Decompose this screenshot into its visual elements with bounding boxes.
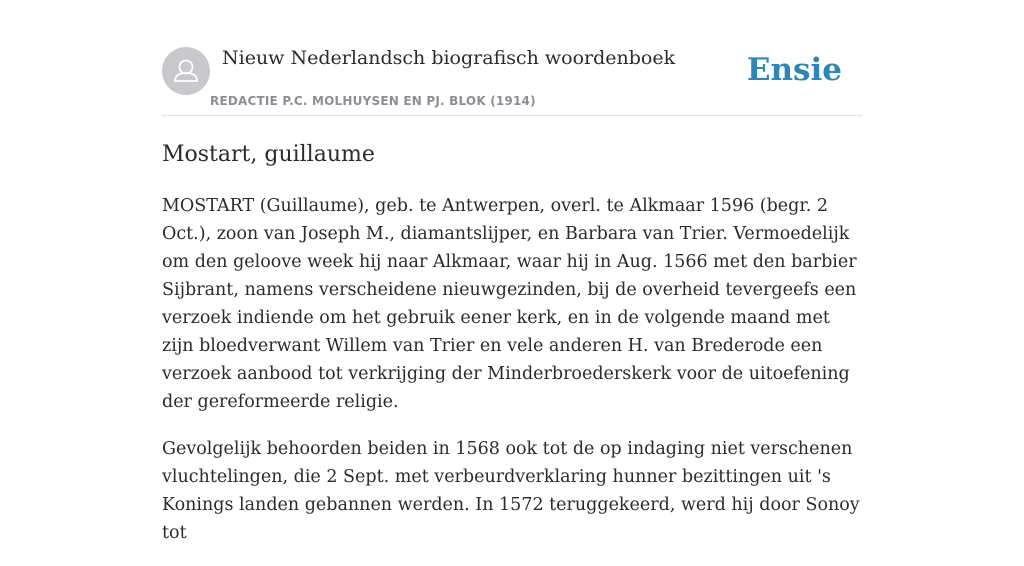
user-icon bbox=[162, 47, 210, 95]
source-title[interactable]: Nieuw Nederlandsch biografisch woordenboek bbox=[222, 47, 676, 69]
brand-logo[interactable]: Ensie bbox=[746, 52, 842, 88]
entry-title: Mostart, guillaume bbox=[162, 142, 375, 167]
entry-body bbox=[162, 192, 862, 566]
source-editors: REDACTIE P.C. MOLHUYSEN EN PJ. BLOK (1914) bbox=[210, 94, 536, 108]
entry-paragraph: Gevolgelijk behoorden beiden in 1568 ook tot de op indaging niet verschenen vluchtelingen, die 2 Sept. met verbeurdverklaring hunner bezittingen uit 's Konings landen gebannen werden. In 1572 teruggekeerd, werd hij door Sonoy tot bbox=[162, 439, 860, 543]
entry-paragraph: MOSTART (Guillaume), geb. te Antwerpen, overl. te Alkmaar 1596 (begr. 2 Oct.), zoon van Joseph M., diamantslijper, en Barbara van Trier. Vermoedelijk om den geloove week hij naar Alkmaar, waar hij in Aug. 1566 met den barbier Sijbrant, namens verscheidene nieuwgezinden, bij de overheid tevergeefs een verzoek indiende om het gebruik eener kerk, en in de volgende maand met zijn bloedverwant Willem van Trier en vele anderen H. van Brederode een verzoek aanbood tot verkrijging der Minderbroederskerk voor de uitoefening der gereformeerde religie. bbox=[162, 196, 857, 412]
source-header bbox=[162, 44, 862, 116]
